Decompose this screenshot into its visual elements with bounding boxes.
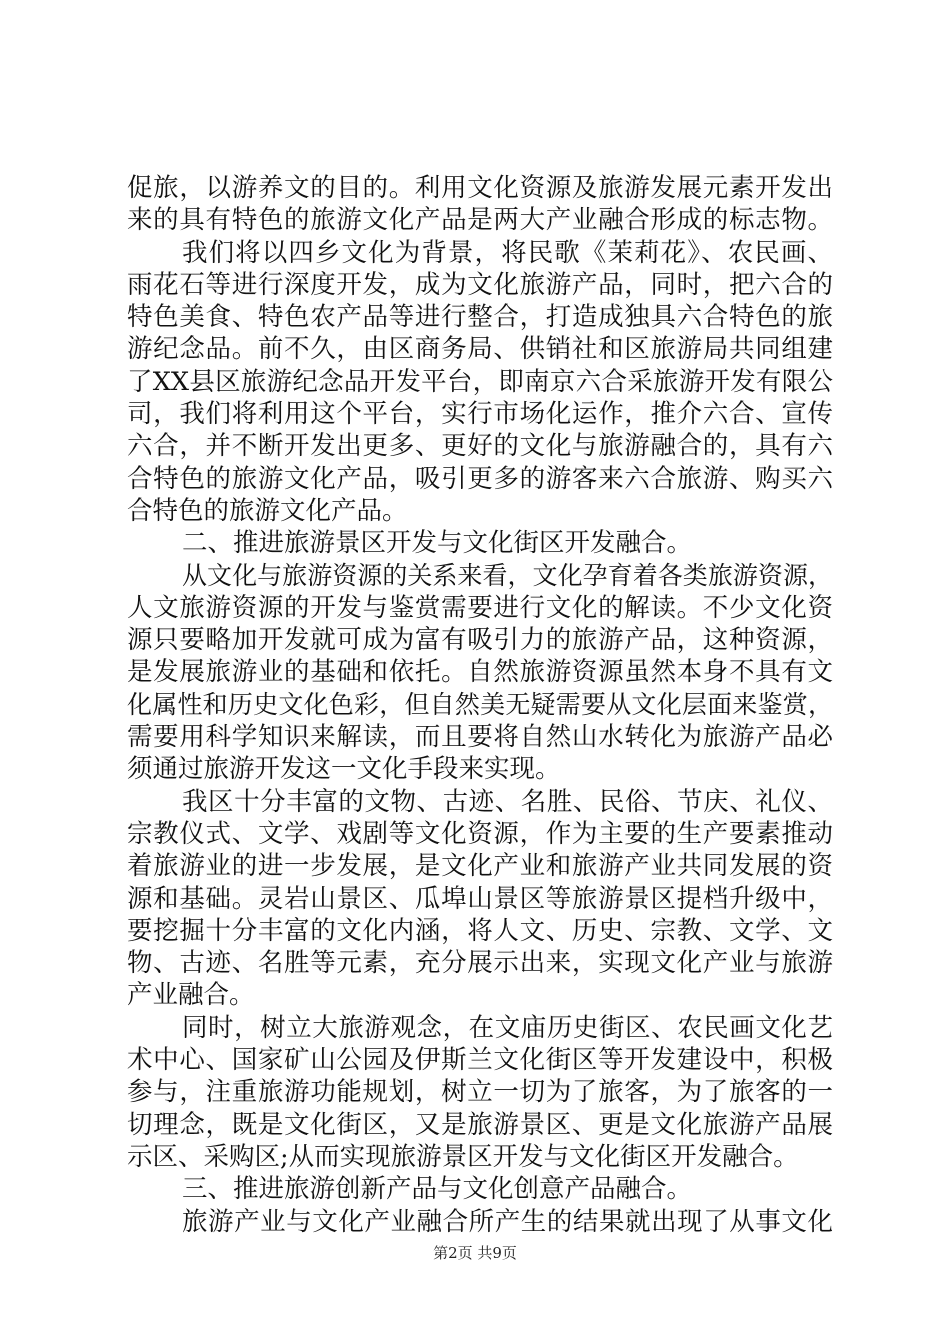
text-line: 是发展旅游业的基础和依托。自然旅游资源虽然本身不具有文: [127, 657, 833, 688]
text-line: 我们将以四乡文化为背景，将民歌《茉莉花》、农民画、: [182, 237, 833, 268]
text-line: 须通过旅游开发这一文化手段来实现。: [127, 754, 561, 785]
text-line: 人文旅游资源的开发与鉴赏需要进行文化的解读。不少文化资: [127, 592, 833, 623]
text-line: 司，我们将利用这个平台，实行市场化运作，推介六合、宣传: [127, 399, 833, 430]
text-line: 化属性和历史文化色彩，但自然美无疑需要从文化层面来鉴赏，: [127, 689, 833, 719]
text-line: 示区、采购区;从而实现旅游景区开发与文化街区开发融合。: [127, 1141, 799, 1172]
text-line: 着旅游业的进一步发展，是文化产业和旅游产业共同发展的资: [127, 851, 833, 882]
text-line: 源和基础。灵岩山景区、瓜埠山景区等旅游景区提档升级中，: [127, 883, 833, 914]
text-line: 游纪念品。前不久，由区商务局、供销社和区旅游局共同组建: [127, 334, 833, 365]
text-line: 参与，注重旅游功能规划，树立一切为了旅客，为了旅客的一: [127, 1077, 833, 1108]
text-line: 要挖掘十分丰富的文化内涵，将人文、历史、宗教、文学、文: [127, 915, 833, 946]
text-line: 从文化与旅游资源的关系来看，文化孕育着各类旅游资源，: [182, 560, 833, 590]
text-line: 了XX县区旅游纪念品开发平台，即南京六合采旅游开发有限公: [127, 366, 833, 397]
text-line: 六合，并不断开发出更多、更好的文化与旅游融合的，具有六: [127, 431, 833, 462]
text-line: 产业融合。: [127, 980, 255, 1011]
text-line: 合特色的旅游文化产品。: [127, 495, 408, 526]
text-line: 特色美食、特色农产品等进行整合，打造成独具六合特色的旅: [127, 302, 833, 333]
text-line: 促旅，以游养文的目的。利用文化资源及旅游发展元素开发出: [127, 173, 833, 203]
text-line: 源只要略加开发就可成为富有吸引力的旅游产品，这种资源，: [127, 625, 833, 656]
page-footer: 第2页 共9页: [433, 1244, 517, 1262]
text-line: 三、推进旅游创新产品与文化创意产品融合。: [182, 1174, 693, 1205]
text-line: 切理念，既是文化街区，又是旅游景区、更是文化旅游产品展: [127, 1109, 833, 1140]
text-line: 宗教仪式、文学、戏剧等文化资源，作为主要的生产要素推动: [127, 818, 833, 849]
text-line: 需要用科学知识来解读，而且要将自然山水转化为旅游产品必: [127, 722, 833, 753]
text-line: 术中心、国家矿山公园及伊斯兰文化街区等开发建设中，积极: [127, 1045, 833, 1076]
text-line: 我区十分丰富的文物、古迹、名胜、民俗、节庆、礼仪、: [182, 786, 833, 817]
text-line: 二、推进旅游景区开发与文化街区开发融合。: [182, 528, 693, 559]
text-line: 雨花石等进行深度开发，成为文化旅游产品，同时，把六合的: [127, 269, 833, 300]
text-line: 同时，树立大旅游观念，在文庙历史街区、农民画文化艺: [182, 1012, 833, 1043]
text-line: 旅游产业与文化产业融合所产生的结果就出现了从事文化: [182, 1206, 833, 1237]
text-line: 合特色的旅游文化产品，吸引更多的游客来六合旅游、购买六: [127, 463, 833, 494]
text-line: 来的具有特色的旅游文化产品是两大产业融合形成的标志物。: [127, 205, 833, 236]
text-line: 物、古迹、名胜等元素，充分展示出来，实现文化产业与旅游: [127, 948, 833, 979]
document-body: [127, 172, 833, 1238]
